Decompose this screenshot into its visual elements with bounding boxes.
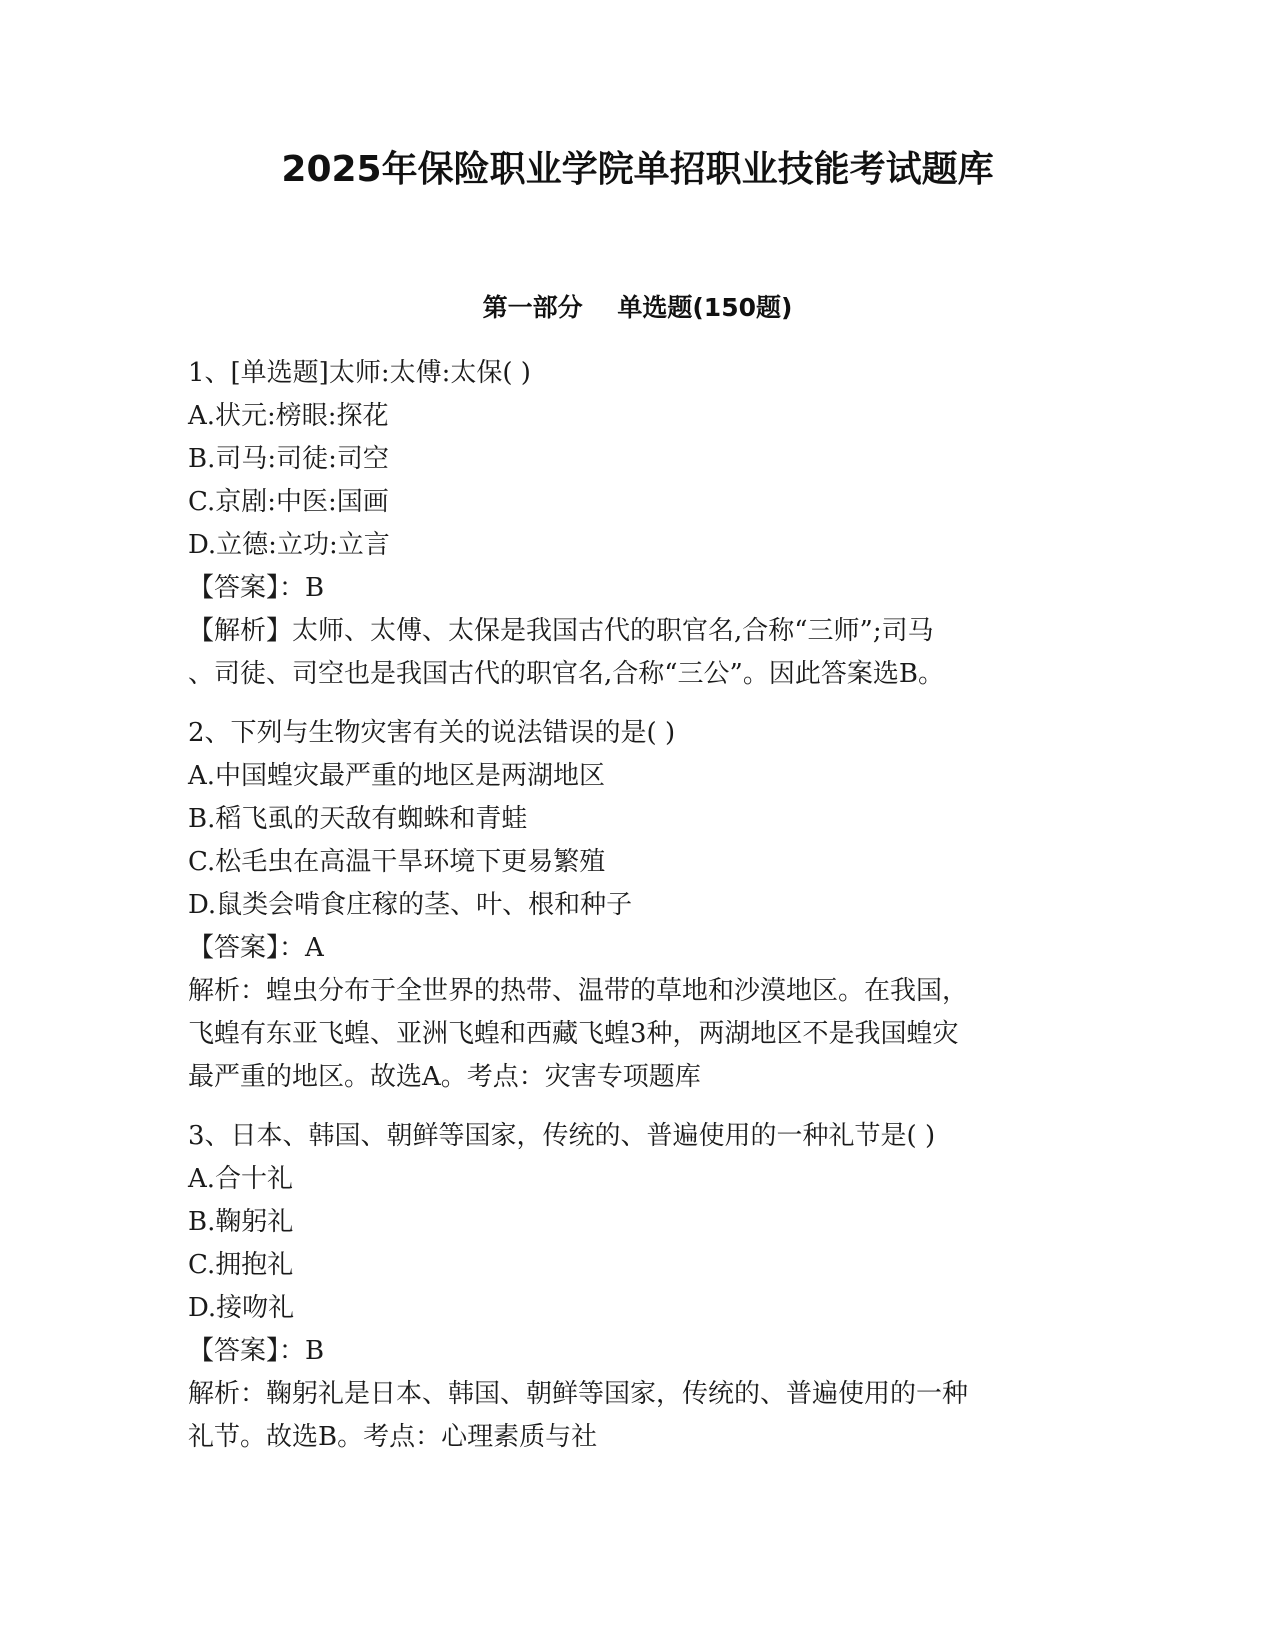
document-title: 2025年保险职业学院单招职业技能考试题库 [281, 149, 994, 190]
option-d: D.立德:立功:立言 [188, 530, 390, 560]
option-a: A.中国蝗灾最严重的地区是两湖地区 [188, 761, 606, 791]
option-d: D.鼠类会啃食庄稼的茎、叶、根和种子 [188, 890, 633, 920]
question-3 [188, 1115, 1088, 1459]
analysis-line: 解析：蝗虫分布于全世界的热带、温带的草地和沙漠地区。在我国， [188, 976, 969, 1006]
question-stem: 3、日本、韩国、朝鲜等国家，传统的、普遍使用的一种礼节是( ) [188, 1121, 936, 1151]
option-c: C.拥抱礼 [188, 1250, 294, 1280]
analysis-line: 礼节。故选B。考点：心理素质与社 [188, 1422, 598, 1452]
question-stem: 2、下列与生物灾害有关的说法错误的是( ) [188, 718, 676, 748]
question-stem: 1、[单选题]太师:太傅:太保( ) [188, 358, 531, 388]
question-2 [188, 712, 1088, 1099]
option-b: B.鞠躬礼 [188, 1207, 294, 1237]
option-c: C.松毛虫在高温干旱环境下更易繁殖 [188, 847, 606, 877]
option-a: A.状元:榜眼:探花 [188, 401, 389, 431]
analysis-line: 【解析】太师、太傅、太保是我国古代的职官名,合称“三师”;司马 [188, 616, 934, 646]
question-spacer [188, 1099, 1088, 1115]
analysis-line: 最严重的地区。故选A。考点：灾害专项题库 [188, 1062, 701, 1092]
answer-line: 【答案】：B [188, 1336, 325, 1366]
question-list [188, 352, 1088, 1459]
question-1 [188, 352, 1088, 696]
option-b: B.司马:司徒:司空 [188, 444, 389, 474]
option-c: C.京剧:中医:国画 [188, 487, 389, 517]
option-a: A.合十礼 [188, 1164, 294, 1194]
section-title: 第一部分 单选题(150题) [482, 293, 793, 322]
option-b: B.稻飞虱的天敌有蜘蛛和青蛙 [188, 804, 528, 834]
option-d: D.接吻礼 [188, 1293, 295, 1323]
analysis-line: 飞蝗有东亚飞蝗、亚洲飞蝗和西藏飞蝗3种，两湖地区不是我国蝗灾 [188, 1019, 959, 1049]
answer-line: 【答案】：A [188, 933, 324, 963]
question-spacer [188, 696, 1088, 712]
analysis-line: 、司徒、司空也是我国古代的职官名,合称“三公”。因此答案选B。 [188, 659, 944, 689]
analysis-line: 解析：鞠躬礼是日本、韩国、朝鲜等国家，传统的、普遍使用的一种 [188, 1379, 969, 1409]
answer-line: 【答案】：B [188, 573, 325, 603]
